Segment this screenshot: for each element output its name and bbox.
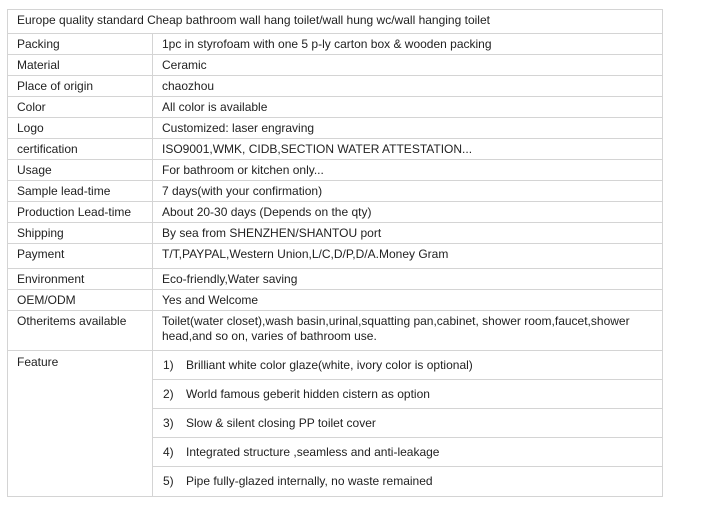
row-label: Place of origin — [8, 76, 153, 97]
row-value: ISO9001,WMK, CIDB,SECTION WATER ATTESTATION... — [153, 139, 663, 160]
row-label: Packing — [8, 34, 153, 55]
row-label: OEM/ODM — [8, 290, 153, 311]
row-value: Toilet(water closet),wash basin,urinal,squatting pan,cabinet, shower room,faucet,shower head,and so on, varies of bathroom use. — [153, 311, 663, 351]
row-value: chaozhou — [153, 76, 663, 97]
table-row-material — [8, 55, 663, 76]
feature-label: Feature — [8, 351, 153, 497]
table-row-logo — [8, 118, 663, 139]
table-row-other-items — [8, 311, 663, 351]
feature-item — [153, 409, 662, 438]
row-label: Logo — [8, 118, 153, 139]
row-label: Usage — [8, 160, 153, 181]
table-row-sample-lead-time — [8, 181, 663, 202]
feature-cell — [153, 351, 663, 497]
feature-item — [153, 351, 662, 380]
table-row-feature — [8, 351, 663, 497]
feature-item — [153, 438, 662, 467]
table-row-oem-odm — [8, 290, 663, 311]
row-label: Shipping — [8, 223, 153, 244]
feature-text: World famous geberit hidden cistern as option — [186, 387, 430, 401]
table-row-packing — [8, 34, 663, 55]
row-value: All color is available — [153, 97, 663, 118]
row-label: Production Lead-time — [8, 202, 153, 223]
feature-list — [153, 351, 662, 496]
feature-number: 5) — [163, 474, 174, 488]
row-value: For bathroom or kitchen only... — [153, 160, 663, 181]
table-row-environment — [8, 269, 663, 290]
feature-item — [153, 380, 662, 409]
feature-text: Brilliant white color glaze(white, ivory color is optional) — [186, 358, 473, 372]
table-row-payment — [8, 244, 663, 269]
row-value: By sea from SHENZHEN/SHANTOU port — [153, 223, 663, 244]
product-spec-table — [7, 9, 663, 497]
row-value: Eco-friendly,Water saving — [153, 269, 663, 290]
table-row-place-of-origin — [8, 76, 663, 97]
table-row-usage — [8, 160, 663, 181]
feature-number: 3) — [163, 416, 174, 430]
feature-number: 4) — [163, 445, 174, 459]
table-row-certification — [8, 139, 663, 160]
feature-item — [153, 467, 662, 496]
feature-text: Slow & silent closing PP toilet cover — [186, 416, 376, 430]
row-value: 7 days(with your confirmation) — [153, 181, 663, 202]
row-label: Otheritems available — [8, 311, 153, 351]
row-label: Payment — [8, 244, 153, 269]
row-value: Ceramic — [153, 55, 663, 76]
row-label: Color — [8, 97, 153, 118]
table-row-production-lead-time — [8, 202, 663, 223]
row-value: 1pc in styrofoam with one 5 p-ly carton box & wooden packing — [153, 34, 663, 55]
title-row — [8, 10, 663, 34]
row-label: Material — [8, 55, 153, 76]
row-value: Customized: laser engraving — [153, 118, 663, 139]
row-label: Environment — [8, 269, 153, 290]
feature-number: 1) — [163, 358, 174, 372]
feature-text: Integrated structure ,seamless and anti-leakage — [186, 445, 440, 459]
row-value: Yes and Welcome — [153, 290, 663, 311]
row-label: certification — [8, 139, 153, 160]
row-label: Sample lead-time — [8, 181, 153, 202]
table-row-shipping — [8, 223, 663, 244]
feature-number: 2) — [163, 387, 174, 401]
table-row-color — [8, 97, 663, 118]
feature-text: Pipe fully-glazed internally, no waste remained — [186, 474, 433, 488]
table-title: Europe quality standard Cheap bathroom wall hang toilet/wall hung wc/wall hanging toilet — [8, 10, 663, 34]
row-value: About 20-30 days (Depends on the qty) — [153, 202, 663, 223]
row-value: T/T,PAYPAL,Western Union,L/C,D/P,D/A.Money Gram — [153, 244, 663, 269]
